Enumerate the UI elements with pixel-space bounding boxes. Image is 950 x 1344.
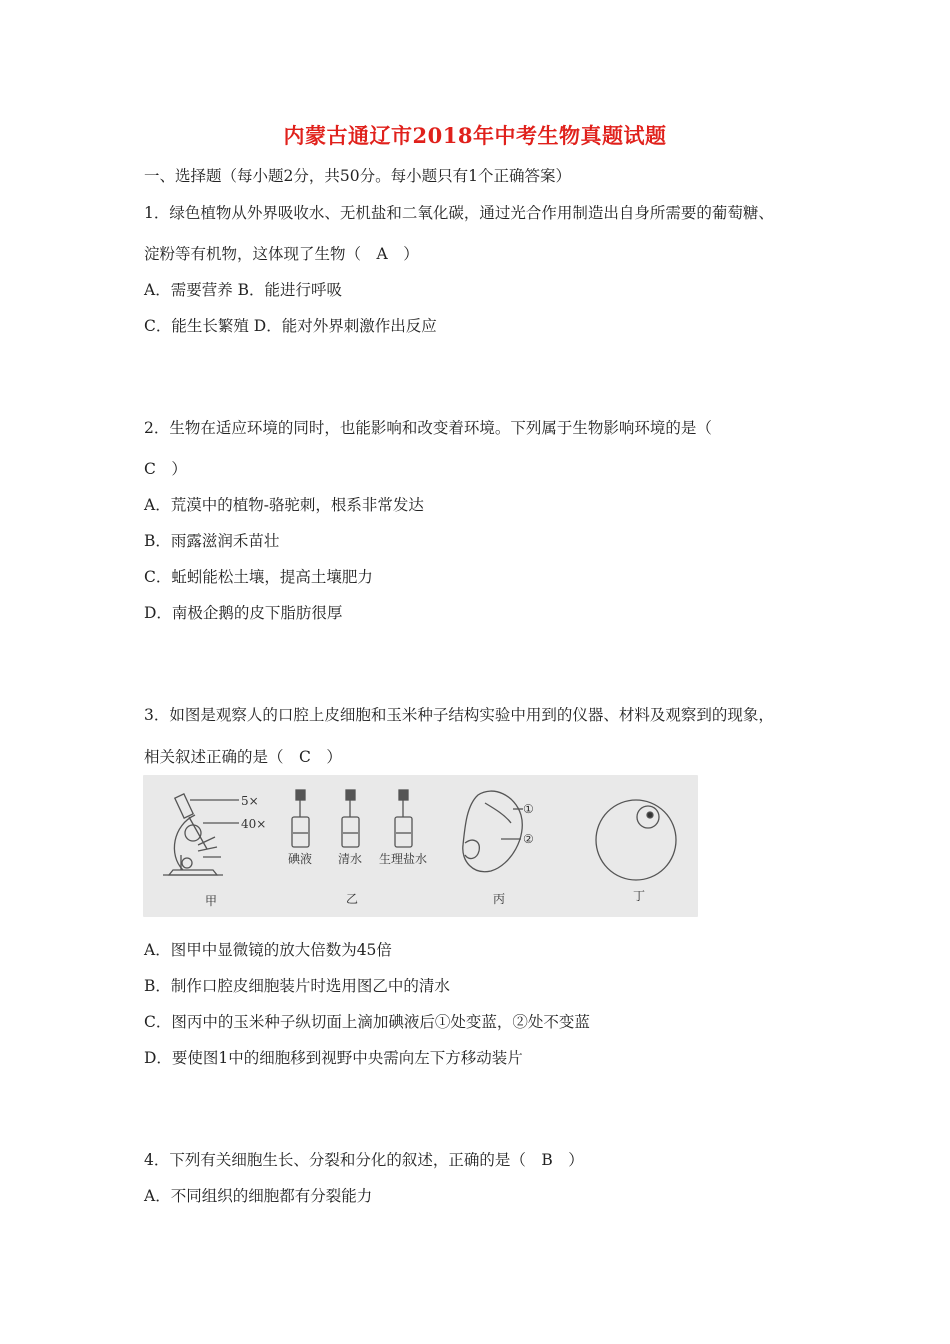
marker-2: ② [523, 832, 534, 846]
question-4-stem-line-1: 4．下列有关细胞生长、分裂和分化的叙述，正确的是（ B ） [144, 1151, 584, 1169]
question-2-stem-line-1: 2．生物在适应环境的同时，也能影响和改变着环境。下列属于生物影响环境的是（ [144, 419, 712, 437]
question-4-option-a: A．不同组织的细胞都有分裂能力 [144, 1187, 373, 1205]
question-2-option-d: D．南极企鹅的皮下脂肪很厚 [144, 604, 343, 622]
page-title: 内蒙古通辽市2018年中考生物真题试题 [283, 123, 667, 148]
caption-ding: 丁 [633, 889, 646, 903]
question-1-option-line-1: A．需要营养 B．能进行呼吸 [144, 281, 343, 299]
question-1-stem-line-2: 淀粉等有机物，这体现了生物（ A ） [144, 245, 419, 263]
microscope-drawing [163, 794, 239, 875]
question-2-option-b: B．雨露滋润禾苗壮 [144, 532, 280, 550]
caption-bing: 丙 [493, 892, 506, 906]
experiment-figure-svg [143, 775, 698, 917]
experiment-figure [143, 775, 698, 917]
question-3-stem-line-2: 相关叙述正确的是（ C ） [144, 748, 342, 766]
question-1-stem-line-1: 1．绿色植物从外界吸收水、无机盐和二氧化碳，通过光合作用制造出自身所需要的葡萄糖、 [144, 204, 774, 222]
question-3-option-d: D．要使图1中的细胞移到视野中央需向左下方移动装片 [144, 1049, 523, 1067]
dropper-bottles-drawing [292, 790, 412, 847]
caption-jia: 甲 [205, 894, 218, 908]
bottle-label-saline: 生理盐水 [379, 852, 428, 866]
question-3-option-c: C．图丙中的玉米种子纵切面上滴加碘液后①处变蓝，②处不变蓝 [144, 1013, 590, 1031]
caption-yi: 乙 [346, 892, 359, 906]
question-3-stem-line-1: 3．如图是观察人的口腔上皮细胞和玉米种子结构实验中用到的仪器、材料及观察到的现象， [144, 706, 774, 724]
field-of-view-drawing [596, 800, 676, 880]
corn-seed-drawing [463, 791, 523, 872]
objective-magnification-label: 40× [241, 817, 267, 831]
bottle-label-iodine: 碘液 [288, 852, 313, 866]
section-heading: 一、选择题（每小题2分，共50分。每小题只有1个正确答案） [144, 167, 571, 185]
eyepiece-magnification-label: 5× [241, 794, 259, 808]
question-3-option-b: B．制作口腔皮细胞装片时选用图乙中的清水 [144, 977, 450, 995]
marker-1: ① [523, 802, 534, 816]
question-1-option-line-2: C．能生长繁殖 D．能对外界刺激作出反应 [144, 317, 437, 335]
question-3-option-a: A．图甲中显微镜的放大倍数为45倍 [144, 941, 392, 959]
question-2-option-a: A．荒漠中的植物-骆驼刺，根系非常发达 [144, 496, 424, 514]
question-2-option-c: C．蚯蚓能松土壤，提高土壤肥力 [144, 568, 373, 586]
bottle-label-water: 清水 [338, 852, 363, 866]
question-2-stem-line-2: C ） [144, 460, 187, 478]
